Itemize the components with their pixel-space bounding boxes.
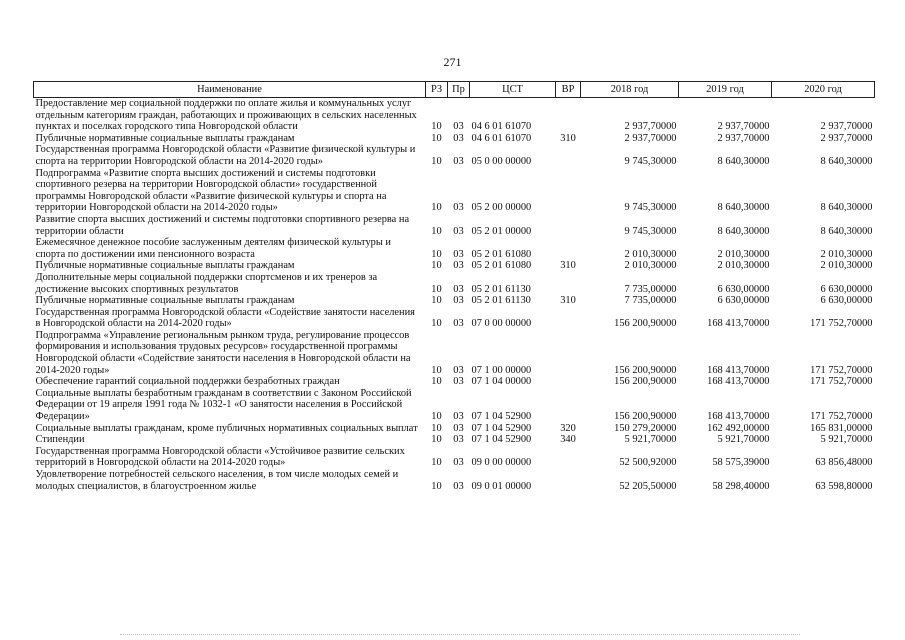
row-cst-cell: 05 2 01 00000: [471, 225, 532, 237]
row-cst-cell: 09 0 01 00000: [471, 480, 532, 492]
table-row: [34, 237, 875, 260]
row-cst-cell: 07 1 04 00000: [471, 376, 532, 388]
row-2019-cell: 2 010,30000: [717, 260, 770, 272]
row-name-cell: Подпрограмма «Развитие спорта высших достижений и системы подготовки спортивного резерва на территории Новгородской области» государственной программы Новгородской области «Развитие физической культуры и спорта на территории Новгородской области на 2014-2020 годы»: [35, 167, 387, 214]
table-row: [34, 168, 875, 214]
row-2019-cell: 58 298,40000: [712, 480, 770, 492]
row-name-cell: Публичные нормативные социальные выплаты гражданам: [35, 260, 295, 272]
row-2018-cell: 156 200,90000: [614, 411, 677, 423]
row-cst-cell: 05 2 00 00000: [471, 202, 532, 214]
row-2019-cell: 6 630,00000: [717, 283, 770, 295]
row-name-cell: Подпрограмма «Управление региональным рынком труда, регулирование процессов формирования и использования трудовых ресурсов» государственной программы Новгородской области «Содействие занятости населения в Новгородской области на 2014-2020 годы»: [35, 329, 411, 376]
table-row: [34, 330, 875, 376]
row-2018-cell: 9 745,30000: [624, 155, 677, 167]
table-row: [34, 469, 875, 492]
row-2018-cell: 7 735,00000: [624, 283, 677, 295]
page-number: 271: [443, 55, 462, 69]
row-vr-cell: 340: [560, 434, 576, 446]
row-name-cell: Социальные выплаты безработным гражданам в соответствии с Законом Российской Федерации от 19 апреля 1991 года № 1032-1 «О занятости населения в Российской Федерации»: [35, 387, 412, 423]
row-pr-cell: 03: [453, 457, 464, 469]
header-rz: РЗ: [426, 82, 448, 98]
header-pr: Пр: [448, 82, 470, 98]
row-name-cell: Стипендии: [35, 434, 85, 446]
row-2018-cell: 156 200,90000: [614, 364, 677, 376]
row-vr-cell: [556, 214, 581, 237]
row-2019-cell: 162 492,00000: [707, 422, 770, 434]
row-cst-cell: 07 0 00 00000: [471, 318, 532, 330]
row-2020-cell: 171 752,70000: [810, 364, 873, 376]
row-2020-cell: 2 937,70000: [820, 121, 873, 133]
page-bottom-edge: [120, 634, 800, 637]
row-pr-cell: 03: [453, 202, 464, 214]
row-2020-cell: 5 921,70000: [820, 434, 873, 446]
row-vr-cell: 310: [560, 132, 576, 144]
row-pr-cell: 03: [453, 376, 464, 388]
table-row: [34, 272, 875, 295]
row-2018-cell: 7 735,00000: [624, 295, 677, 307]
row-rz-cell: 10: [431, 202, 442, 214]
row-pr-cell: 03: [453, 260, 464, 272]
row-vr-cell: [556, 98, 581, 133]
row-name-cell: Государственная программа Новгородской области «Содействие занятости населения в Новгородской области на 2014-2020 годы»: [35, 306, 415, 330]
row-2020-cell: 6 630,00000: [820, 295, 873, 307]
table-body: [34, 98, 875, 493]
row-rz-cell: 10: [431, 411, 442, 423]
row-2020-cell: 2 010,30000: [820, 260, 873, 272]
row-name-cell: Государственная программа Новгородской области «Устойчивое развитие сельских территорий в Новгородской области на 2014-2020 годы»: [35, 445, 405, 469]
table-header-row: [34, 82, 875, 98]
row-2019-cell: 168 413,70000: [707, 376, 770, 388]
row-pr-cell: 03: [453, 155, 464, 167]
row-vr-cell: [556, 237, 581, 260]
row-rz-cell: 10: [431, 155, 442, 167]
row-2018-cell: 156 200,90000: [614, 318, 677, 330]
row-2019-cell: 168 413,70000: [707, 364, 770, 376]
row-pr-cell: 03: [453, 318, 464, 330]
row-2020-cell: 2 937,70000: [820, 132, 873, 144]
row-2018-cell: 5 921,70000: [624, 434, 677, 446]
row-2020-cell: 171 752,70000: [810, 318, 873, 330]
row-2020-cell: 165 831,00000: [810, 422, 873, 434]
row-2019-cell: 8 640,30000: [717, 202, 770, 214]
row-rz-cell: 10: [431, 364, 442, 376]
row-2019-cell: 58 575,39000: [712, 457, 770, 469]
row-2019-cell: 2 010,30000: [717, 248, 770, 260]
row-vr-cell: [556, 388, 581, 423]
table-row: [34, 307, 875, 330]
row-2019-cell: 168 413,70000: [707, 318, 770, 330]
row-cst-cell: 07 1 04 52900: [471, 422, 532, 434]
row-2020-cell: 63 856,48000: [815, 457, 873, 469]
row-rz-cell: 10: [431, 121, 442, 133]
row-rz-cell: 10: [431, 295, 442, 307]
row-pr-cell: 03: [453, 248, 464, 260]
row-2018-cell: 2 010,30000: [624, 248, 677, 260]
row-2018-cell: 2 010,30000: [624, 260, 677, 272]
row-rz-cell: 10: [431, 480, 442, 492]
row-name-cell: Удовлетворение потребностей сельского населения, в том числе молодых семей и молодых специалистов, в благоустроенном жилье: [35, 469, 399, 492]
row-vr-cell: [556, 168, 581, 214]
row-name-cell: Публичные нормативные социальные выплаты гражданам: [35, 295, 295, 307]
row-2020-cell: 63 598,80000: [815, 480, 873, 492]
row-2018-cell: 52 500,92000: [619, 457, 677, 469]
row-name-cell: Развитие спорта высших достижений и системы подготовки спортивного резерва на территории области: [35, 213, 410, 237]
table-row: [34, 98, 875, 133]
row-name-cell: Социальные выплаты гражданам, кроме публичных нормативных социальных выплат: [35, 422, 418, 434]
row-vr-cell: 310: [560, 295, 576, 307]
row-vr-cell: [556, 330, 581, 376]
row-vr-cell: [556, 469, 581, 492]
row-2020-cell: 8 640,30000: [820, 155, 873, 167]
row-2020-cell: 171 752,70000: [810, 411, 873, 423]
header-2018: 2018 год: [581, 82, 679, 98]
row-2020-cell: 2 010,30000: [820, 248, 873, 260]
table-row: [34, 434, 875, 446]
row-name-cell: Предоставление мер социальной поддержки по оплате жилья и коммунальных услуг отдельным категориям граждан, работающих и проживающих в сельских населенных пунктах и поселках городского типа Новгородской области: [35, 98, 417, 133]
row-2018-cell: 2 937,70000: [624, 132, 677, 144]
row-2019-cell: 8 640,30000: [717, 225, 770, 237]
row-name-cell: Обеспечение гарантий социальной поддержки безработных граждан: [35, 376, 340, 388]
row-pr-cell: 03: [453, 411, 464, 423]
header-vr: ВР: [556, 82, 581, 98]
table-row: [34, 214, 875, 237]
budget-table: [33, 81, 875, 492]
row-rz-cell: 10: [431, 132, 442, 144]
row-name-cell: Публичные нормативные социальные выплаты гражданам: [35, 132, 295, 144]
row-cst-cell: 05 0 00 00000: [471, 155, 532, 167]
row-2020-cell: 8 640,30000: [820, 202, 873, 214]
row-pr-cell: 03: [453, 121, 464, 133]
row-rz-cell: 10: [431, 376, 442, 388]
row-cst-cell: 05 2 01 61080: [471, 248, 532, 260]
table-row: [34, 133, 875, 145]
row-cst-cell: 04 6 01 61070: [471, 132, 532, 144]
row-pr-cell: 03: [453, 422, 464, 434]
row-2018-cell: 150 279,20000: [614, 422, 677, 434]
row-vr-cell: [556, 376, 581, 388]
row-vr-cell: 320: [560, 422, 576, 434]
row-2020-cell: 171 752,70000: [810, 376, 873, 388]
row-2018-cell: 9 745,30000: [624, 225, 677, 237]
row-cst-cell: 09 0 00 00000: [471, 457, 532, 469]
row-vr-cell: [556, 144, 581, 167]
row-2020-cell: 8 640,30000: [820, 225, 873, 237]
row-vr-cell: [556, 446, 581, 469]
row-2018-cell: 156 200,90000: [614, 376, 677, 388]
row-pr-cell: 03: [453, 295, 464, 307]
row-name-cell: Дополнительные меры социальной поддержки спортсменов и их тренеров за достижение высоких спортивных результатов: [35, 271, 378, 295]
table-row: [34, 388, 875, 423]
row-2020-cell: 6 630,00000: [820, 283, 873, 295]
row-name-cell: Государственная программа Новгородской области «Развитие физической культуры и спорта на территории Новгородской области на 2014-2020 годы»: [35, 144, 416, 167]
row-pr-cell: 03: [453, 283, 464, 295]
row-pr-cell: 03: [453, 364, 464, 376]
row-vr-cell: [556, 272, 581, 295]
row-name-cell: Ежемесячное денежное пособие заслуженным деятелям физической культуры и спорта по достижении ими пенсионного возраста: [35, 237, 391, 260]
header-2019: 2019 год: [679, 82, 772, 98]
row-cst-cell: 07 1 04 52900: [471, 434, 532, 446]
row-2019-cell: 5 921,70000: [717, 434, 770, 446]
table-row: [34, 295, 875, 307]
row-vr-cell: [556, 307, 581, 330]
row-vr-cell: 310: [560, 260, 576, 272]
row-2018-cell: 9 745,30000: [624, 202, 677, 214]
row-cst-cell: 05 2 01 61130: [471, 283, 531, 295]
row-2019-cell: 2 937,70000: [717, 132, 770, 144]
row-2018-cell: 2 937,70000: [624, 121, 677, 133]
row-2019-cell: 2 937,70000: [717, 121, 770, 133]
table-row: [34, 423, 875, 435]
row-rz-cell: 10: [431, 422, 442, 434]
table-row: [34, 376, 875, 388]
row-2019-cell: 168 413,70000: [707, 411, 770, 423]
row-pr-cell: 03: [453, 225, 464, 237]
row-pr-cell: 03: [453, 132, 464, 144]
header-2020: 2020 год: [772, 82, 875, 98]
header-name: Наименование: [34, 82, 426, 98]
row-2018-cell: 52 205,50000: [619, 480, 677, 492]
table-row: [34, 446, 875, 469]
row-rz-cell: 10: [431, 225, 442, 237]
table-row: [34, 144, 875, 167]
row-rz-cell: 10: [431, 318, 442, 330]
row-pr-cell: 03: [453, 480, 464, 492]
row-cst-cell: 04 6 01 61070: [471, 121, 532, 133]
row-cst-cell: 05 2 01 61080: [471, 260, 532, 272]
row-cst-cell: 05 2 01 61130: [471, 295, 531, 307]
row-rz-cell: 10: [431, 457, 442, 469]
row-cst-cell: 07 1 00 00000: [471, 364, 532, 376]
header-cst: ЦСТ: [470, 82, 556, 98]
row-pr-cell: 03: [453, 434, 464, 446]
table-row: [34, 260, 875, 272]
row-2019-cell: 8 640,30000: [717, 155, 770, 167]
row-2019-cell: 6 630,00000: [717, 295, 770, 307]
row-cst-cell: 07 1 04 52900: [471, 411, 532, 423]
row-rz-cell: 10: [431, 283, 442, 295]
row-rz-cell: 10: [431, 248, 442, 260]
row-rz-cell: 10: [431, 434, 442, 446]
row-rz-cell: 10: [431, 260, 442, 272]
